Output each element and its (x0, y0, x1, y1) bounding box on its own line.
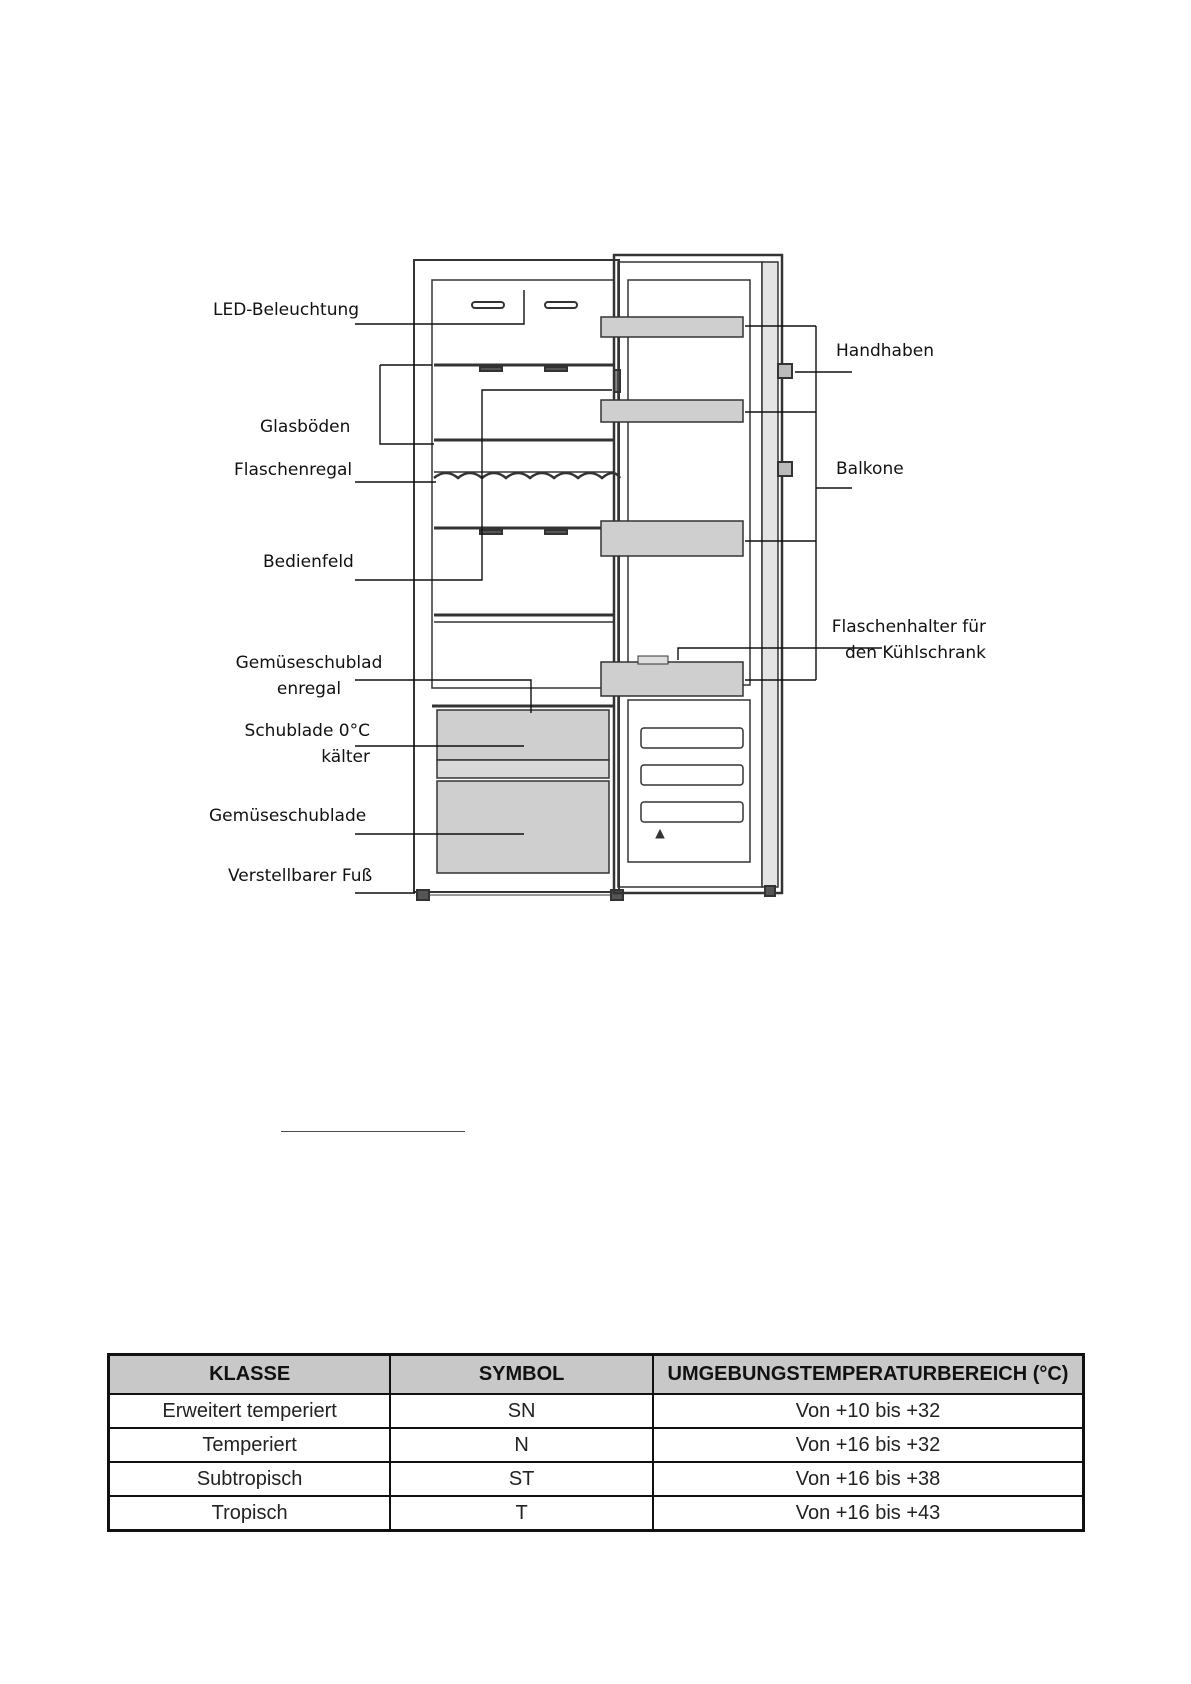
door-handle (778, 364, 792, 378)
cell-symbol: ST (390, 1462, 653, 1496)
label-vegetable-shelf-line2: enregal (276, 679, 342, 699)
header-temperature-range: UMGEBUNGSTEMPERATURBEREICH (°C) (653, 1355, 1084, 1395)
label-bottle-holder-line1: Flaschenhalter für (831, 617, 986, 637)
led-lamp (472, 302, 504, 308)
label-vegetable-shelf-line1: Gemüseschublad (235, 653, 383, 673)
label-drawer-0c-line1: Schublade 0°C (244, 721, 370, 741)
label-drawer-0c (220, 718, 370, 770)
label-bottle-holder-line2: den Kühlschrank (844, 643, 986, 663)
door-balcony (601, 317, 743, 337)
label-glass-shelves: Glasböden (260, 417, 351, 437)
adjustable-foot (417, 890, 429, 900)
table-header-row (109, 1355, 1084, 1395)
cell-symbol: SN (390, 1394, 653, 1428)
cell-range: Von +10 bis +32 (653, 1394, 1084, 1428)
label-drawer-0c-line2: kälter (321, 747, 370, 767)
cell-range: Von +16 bis +38 (653, 1462, 1084, 1496)
label-balconies: Balkone (836, 459, 904, 479)
label-bottle-shelf: Flaschenregal (234, 460, 353, 480)
bottle-holder (638, 656, 668, 664)
table-row (109, 1496, 1084, 1531)
cell-klasse: Tropisch (109, 1496, 391, 1531)
hyperlink-underline[interactable] (281, 1131, 465, 1132)
header-symbol: SYMBOL (390, 1355, 653, 1395)
cell-klasse: Subtropisch (109, 1462, 391, 1496)
label-adjustable-foot: Verstellbarer Fuß (228, 866, 373, 886)
bottle-rack (434, 473, 620, 478)
door-balcony (601, 400, 743, 422)
door-balcony (601, 521, 743, 556)
cell-klasse: Erweitert temperiert (109, 1394, 391, 1428)
climate-class-table (107, 1353, 1085, 1532)
cabinet-inner (432, 280, 614, 688)
drawer-0c (437, 710, 609, 760)
header-klasse: KLASSE (109, 1355, 391, 1395)
label-handles: Handhaben (836, 341, 934, 361)
cell-range: Von +16 bis +43 (653, 1496, 1084, 1531)
cell-symbol: N (390, 1428, 653, 1462)
door-outline (614, 255, 782, 893)
table-row (109, 1428, 1084, 1462)
door-balcony (601, 662, 743, 696)
cell-range: Von +16 bis +32 (653, 1428, 1084, 1462)
vegetable-drawer (437, 781, 609, 873)
label-led: LED-Beleuchtung (213, 300, 360, 320)
door-handle (778, 462, 792, 476)
table-row (109, 1394, 1084, 1428)
label-vegetable-drawer: Gemüseschublade (209, 806, 367, 826)
label-bottle-holder (800, 614, 986, 666)
led-lamp (545, 302, 577, 308)
table-row (109, 1462, 1084, 1496)
cell-klasse: Temperiert (109, 1428, 391, 1462)
cell-symbol: T (390, 1496, 653, 1531)
label-control-panel: Bedienfeld (263, 552, 354, 572)
label-vegetable-shelf (234, 650, 384, 702)
